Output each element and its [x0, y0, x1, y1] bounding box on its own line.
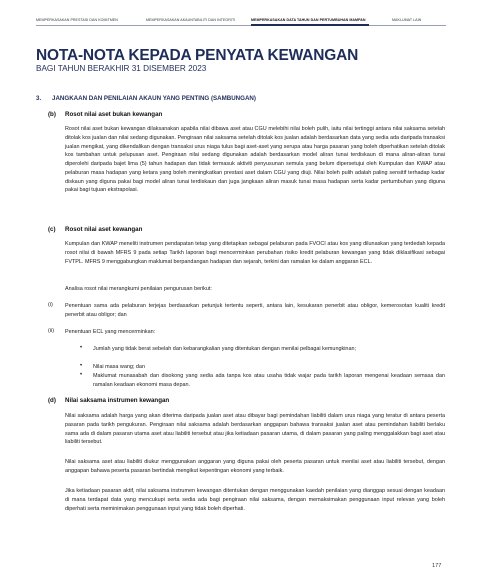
subsection-d-label: (d): [48, 397, 56, 404]
nav-tab-prestasi[interactable]: MEMPERKASAKAN PRESTASI DAN KOMITMEN: [36, 18, 118, 22]
subsection-d-title: Nilai saksama instrumen kewangan: [65, 397, 170, 404]
list-item-label: (i): [48, 302, 53, 308]
page-subtitle: BAGI TAHUN BERAKHIR 31 DISEMBER 2023: [36, 64, 207, 73]
bullet-icon: •: [80, 372, 83, 378]
subsection-b-label: (b): [48, 111, 56, 118]
subsection-c-label: (c): [48, 226, 56, 233]
subsection-c-title: Rosot nilai aset kewangan: [65, 226, 143, 233]
subsection-d-paragraph-2: Nilai saksama aset atau liabiliti diukur menggunakan anggaran yang diguna pakai oleh peserta pasaran untuk menilai aset atau liabiliti tersebut, dengan anggapan bahawa peserta pasaran bertindak mengikut kepentingan ekonomi yang terbaik.: [65, 459, 445, 474]
bullet-item: Maklumat munasabah dan disokong yang sedia ada tanpa kos atau usaha tidak wajar pada tarikh laporan mengenai keadaan semasa dan ramalan keadaan ekonomi masa depan.: [93, 373, 445, 388]
nav-divider: [36, 25, 446, 26]
list-item-label: (ii): [48, 328, 55, 334]
subsection-c-paragraph-2: Analisa rosot nilai merangkumi penilaian pengurusan berikut:: [65, 286, 212, 292]
subsection-b-title: Rosot nilai aset bukan kewangan: [65, 111, 163, 118]
page-title: NOTA-NOTA KEPADA PENYATA KEWANGAN: [36, 47, 359, 64]
bullet-icon: •: [80, 363, 83, 369]
subsection-d-paragraph-1: Nilai saksama adalah harga yang akan diterima daripada jualan aset atau dibayar bagi pemindahan liabiliti dalam urus niaga yang teratur di antara peserta pasaran pada tarikh pengukuran. Pengiraan nilai saksama adalah berdasarkan anggapan bahawa transaksi jualan aset atau pemindahan liabiliti berlaku sama ada di dalam pasaran utama aset atau liabiliti tersebut atau jika ketiadaan pasaran utama, di dalam pasaran yang paling menggalakkan bagi aset atau liabiliti tersebut.: [65, 413, 445, 446]
nav-tab-maklumat-lain[interactable]: MAKLUMAT LAIN: [392, 18, 422, 22]
nav-tab-data-tahun[interactable]: MEMPERKASAKAN DATA TAHUN DAN PERTUMBUHAN MAMPAN: [251, 18, 366, 22]
bullet-item: Jumlah yang tidak berat sebelah dan kebarangkalian yang ditentukan dengan menilai pelbagai kemungkinan;: [93, 346, 356, 352]
top-navigation: [36, 18, 446, 28]
list-item-text: Penentuan sama ada pelaburan terjejas berdasarkan petunjuk tertentu seperti, antara lain, kesukaran penerbit atau obligor, kemerosotan kualiti kredit penerbit atau obligor; dan: [65, 303, 445, 318]
subsection-b-paragraph: Rosot nilai aset bukan kewangan dilaksanakan apabila nilai dibawa aset atau CGU melebihi nilai boleh pulih, iaitu nilai tertinggi antara nilai saksama setelah ditolak kos jualan dan nilai sedang digunakan. Pengiraan nilai saksama setelah ditolak kos jualan adalah berdasarkan data yang sedia ada daripada transaksi jualan mengikat, yang dikendalikan dengan transaksi urus niaga tulus bagi aset-aset yang serupa atau harga pasaran yang boleh diperhatikan setelah ditolak kos tambahan untuk pelupusan aset. Pengiraan nilai sedang digunakan adalah berdasarkan model aliran tunai terdiskaun di mana aliran-aliran tunai diperolehi daripada bajet lima (5) tahun hadapan dan tidak termasuk aktiviti penyusunan semula yang belum dipersetujui oleh Kumpulan dan KWAP atau pelaburan masa hadapan yang ketara yang boleh meningkatkan prestasi aset dalam CGU yang diuji. Nilai boleh pulih adalah paling sensitif terhadap kadar diskaun yang diguna pakai bagi model aliran tunai terdiskaun dan juga jangkaan aliran masuk tunai masa hadapan serta kadar pertumbuhan yang diguna pakai bagi tujuan ekstrapolasi.: [65, 126, 445, 194]
bullet-item: Nilai masa wang; dan: [93, 364, 145, 370]
subsection-c-paragraph-1: Kumpulan dan KWAP meneliti instrumen pendapatan tetap yang ditetapkan sebagai pelaburan pada FVOCI atau kos yang dilunaskan yang terdedah kepada rosot nilai di bawah MFRS 9 pada setiap Tarikh laporan bagi mencerminkan perubahan risiko kredit pelaburan kewangan yang tidak diklasifikasi sebagai FVTPL. MFRS 9 menggabungkan maklumat berpandangan hadapan dan sejarah, terkini dan ramalan ke dalam anggaran ECL.: [65, 241, 445, 265]
page-number: 177: [432, 563, 442, 569]
nav-active-indicator: [251, 24, 369, 26]
section-number: 3.: [36, 95, 42, 102]
subsection-d-paragraph-3: Jika ketiadaan pasaran aktif, nilai saksama instrumen kewangan ditentukan dengan menggunakan kaedah penilaian yang dianggap sesuai dengan keadaan di mana terdapat data yang mencukupi serta sedia ada bagi pengiraan nilai saksama, dengan memaksimakan penggunaan input relevan yang boleh diperhati serta meminimakan penggunaan input yang tidak boleh diperhati.: [65, 488, 445, 512]
list-item-text: Penentuan ECL yang mencerminkan:: [65, 329, 156, 335]
section-title: JANGKAAN DAN PENILAIAN AKAUN YANG PENTING (SAMBUNGAN): [52, 95, 256, 102]
nav-tab-akauntabiliti[interactable]: MEMPERKASAKAN AKAUNTABILITI DAN INTEGRITI: [146, 18, 236, 22]
bullet-icon: •: [80, 345, 83, 351]
